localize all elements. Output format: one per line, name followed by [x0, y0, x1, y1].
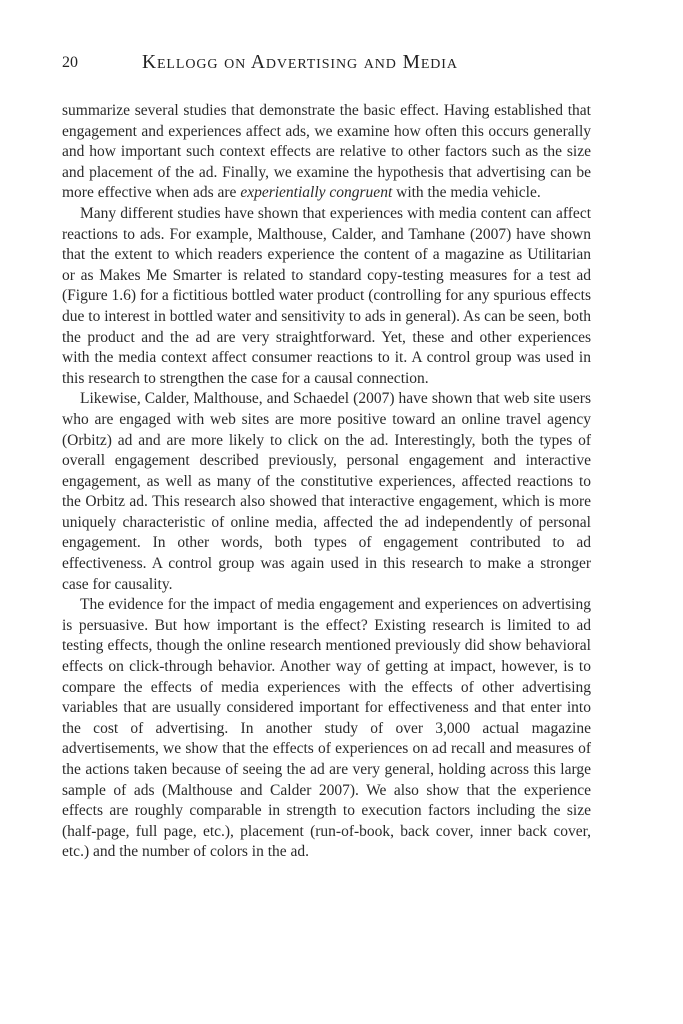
running-head: Kellogg on Advertising and Media	[142, 52, 458, 73]
paragraph-4: The evidence for the impact of media engagement and experiences on advertising is persuasive. But how important is the effect? Existing research is limited to ad testing effects, though the online research mentioned previously did show behavioral effects on click-through behavior. Another way of getting at impact, however, is to compare the effects of media experiences with the effects of other advertising variables that are usually considered important for effectiveness and that enter into the cost of advertising. In another study of over 3,000 actual magazine advertisements, we show that the effects of experiences on ad recall and measures of the actions taken because of seeing the ad are very general, holding across this large sample of ads (Malthouse and Calder 2007). We also show that the experience effects are roughly comparable in strength to execution factors including the size (half-page, full page, etc.), placement (run-of-book, back cover, inner back cover, etc.) and the number of colors in the ad.	[62, 596, 591, 861]
paragraph-1-emphasis: experientially congruent	[240, 184, 393, 202]
paragraph-1-text-b: with the media vehicle.	[392, 184, 541, 202]
paragraph-1-text-a: summarize several studies that demonstrate the basic effect. Having established that engagement and experiences affect ads, we examine how often this occurs generally and how important such context effects are relative to other factors such as the size and placement of the ad. Finally, we examine the hypothesis that advertising can be more effective when ads are	[62, 102, 591, 202]
body-text	[62, 101, 591, 863]
paragraph-1	[62, 101, 591, 204]
page-header	[62, 52, 591, 76]
paragraph-3: Likewise, Calder, Malthouse, and Schaedel (2007) have shown that web site users who are engaged with web sites are more positive toward an online travel agency (Orbitz) ad and are more likely to click on the ad. Interestingly, both the types of overall engagement described previously, personal engagement and interactive engagement, as well as many of the constitutive experiences, affected reactions to the Orbitz ad. This research also showed that interactive engagement, which is more uniquely characteristic of online media, affected the ad independently of personal engagement. In other words, both types of engagement contributed to ad effectiveness. A control group was again used in this research to make a stronger case for causality.	[62, 390, 591, 593]
paragraph-2: Many different studies have shown that experiences with media content can affect reactions to ads. For example, Malthouse, Calder, and Tamhane (2007) have shown that the extent to which readers experience the content of a magazine as Utilitarian or as Makes Me Smarter is related to standard copy-testing measures for a test ad (Figure 1.6) for a fictitious bottled water product (controlling for any spurious effects due to interest in bottled water and sensitivity to ads in general). As can be seen, both the product and the ad are very straightforward. Yet, these and other experiences with the media context affect consumer reactions to it. A control group was used in this research to strengthen the case for a causal connection.	[62, 204, 591, 387]
page-number: 20	[62, 54, 78, 71]
